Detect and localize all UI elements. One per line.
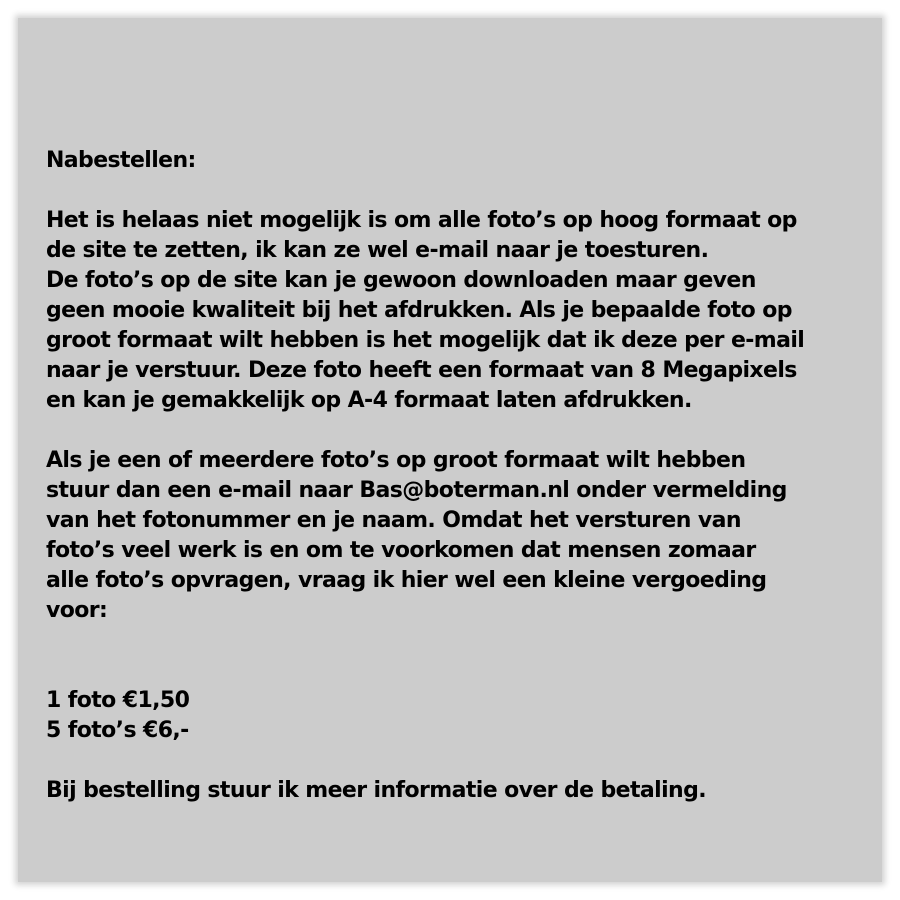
spacer	[46, 626, 854, 686]
paragraph-line: geen mooie kwaliteit bij het afdrukken. Als je bepaalde foto op	[46, 298, 792, 323]
paragraph-line: stuur dan een e-mail naar Bas@boterman.nl onder vermelding	[46, 478, 787, 503]
closing-text: Bij bestelling stuur ik meer informatie over de betaling.	[46, 778, 706, 803]
paragraph-line: Het is helaas niet mogelijk is om alle foto’s op hoog formaat op	[46, 208, 797, 233]
spacer	[46, 746, 854, 776]
paragraph-line: voor:	[46, 598, 108, 623]
paragraph-line: foto’s veel werk is en om te voorkomen dat mensen zomaar	[46, 538, 756, 563]
paragraph-line: van het fotonummer en je naam. Omdat het versturen van	[46, 508, 741, 533]
spacer	[46, 416, 854, 446]
spacer	[46, 176, 854, 206]
paragraph-line: naar je verstuur. Deze foto heeft een formaat van 8 Megapixels	[46, 358, 797, 383]
price-item: 5 foto’s €6,-	[46, 718, 189, 743]
paragraph-line: Als je een of meerdere foto’s op groot formaat wilt hebben	[46, 448, 746, 473]
closing-note	[46, 776, 854, 806]
heading-text: Nabestellen:	[46, 148, 196, 173]
paragraph-line: groot formaat wilt hebben is het mogelijk dat ik deze per e-mail	[46, 328, 805, 353]
paragraph-line: alle foto’s opvragen, vraag ik hier wel een kleine vergoeding	[46, 568, 767, 593]
heading	[46, 146, 854, 176]
price-list	[46, 686, 854, 746]
paragraph-order-instructions	[46, 446, 854, 626]
paragraph-line: de site te zetten, ik kan ze wel e-mail naar je toesturen.	[46, 238, 709, 263]
paragraph-intro	[46, 206, 854, 416]
price-item: 1 foto €1,50	[46, 688, 190, 713]
paragraph-line: De foto’s op de site kan je gewoon downloaden maar geven	[46, 268, 756, 293]
content-panel	[18, 18, 882, 882]
paragraph-line: en kan je gemakkelijk op A-4 formaat laten afdrukken.	[46, 388, 692, 413]
